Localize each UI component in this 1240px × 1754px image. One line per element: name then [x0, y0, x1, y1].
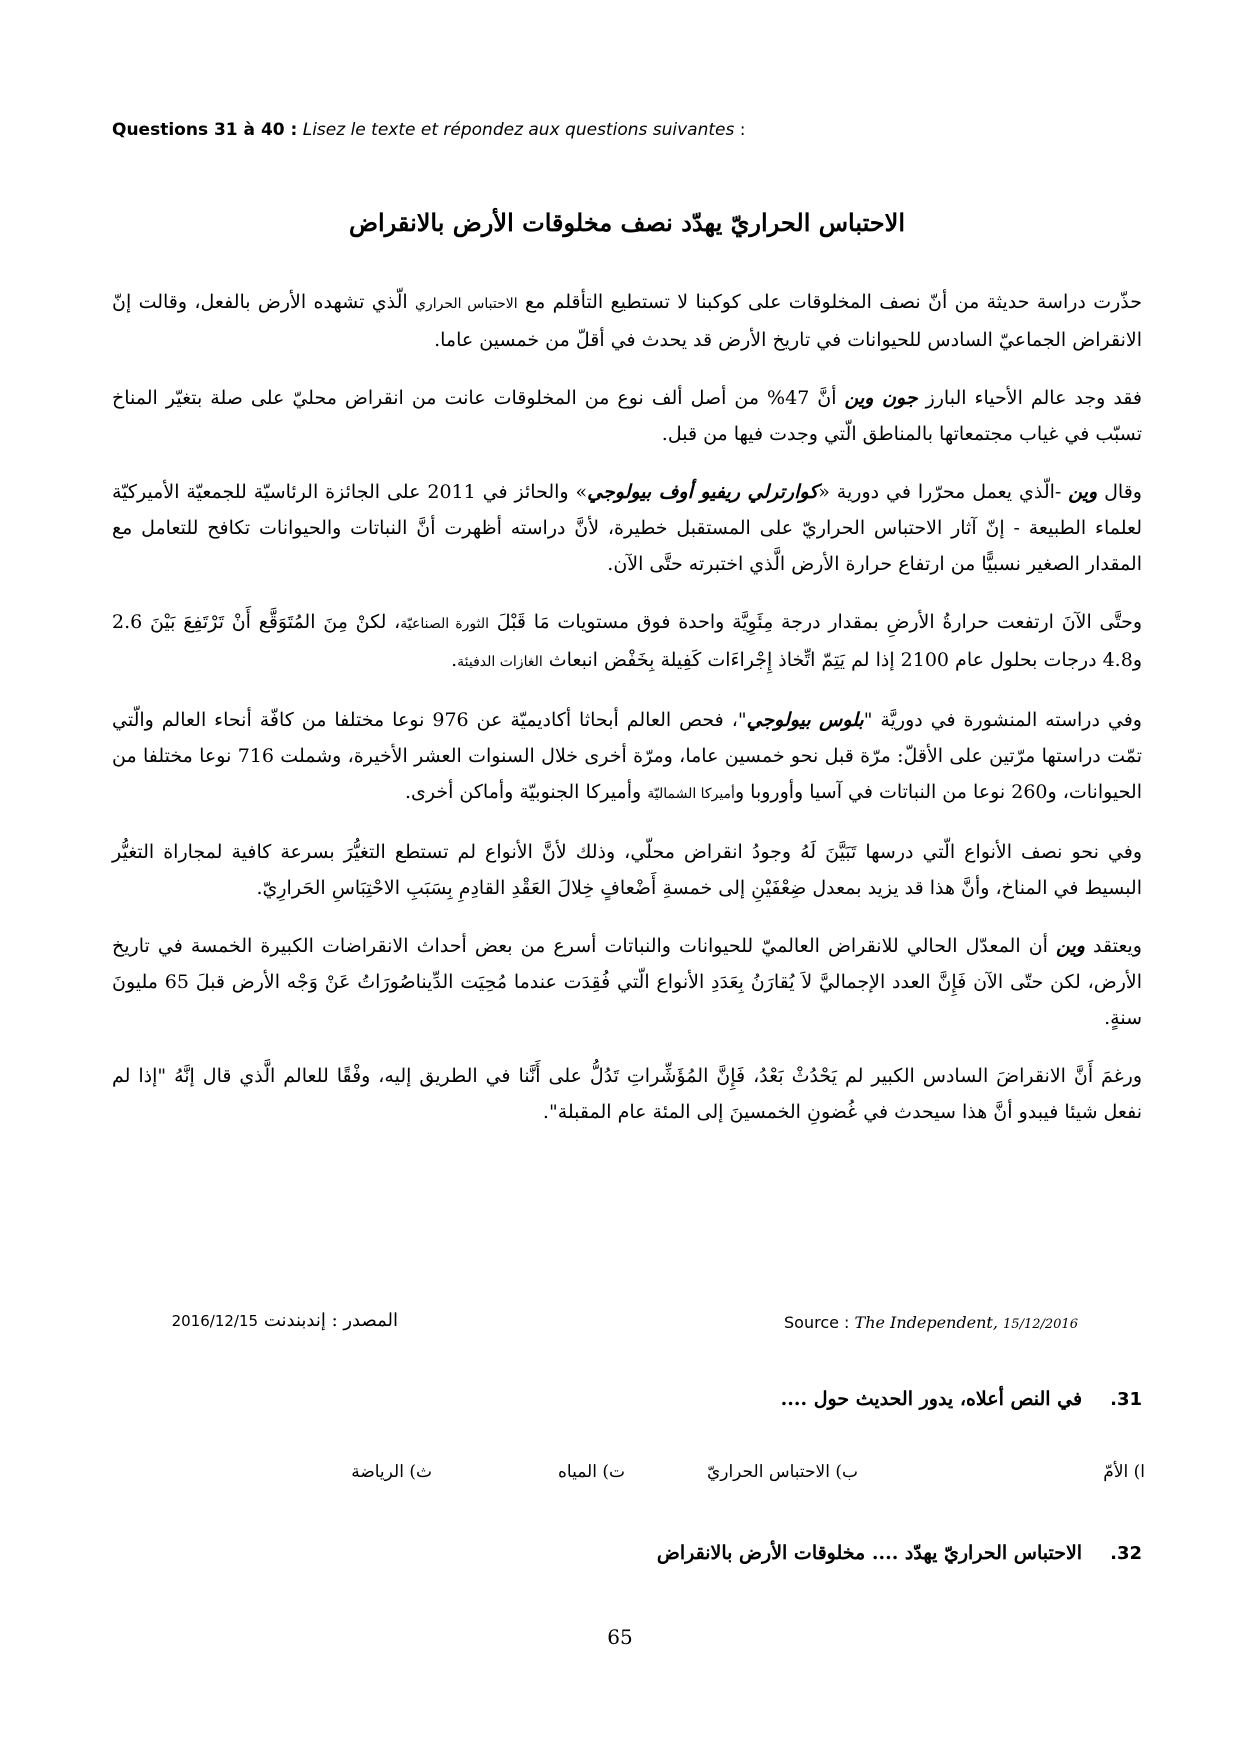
- p3-scientist-name: وين: [1068, 481, 1098, 503]
- questions-instruction: Lisez le texte et répondez aux questions suivantes: [302, 120, 735, 140]
- p4-small-text-2: الغازات الدفيئة: [457, 654, 543, 670]
- p7-text-a: ويعتقد: [1084, 935, 1142, 957]
- paragraph-4: [112, 604, 1142, 680]
- page-number: 65: [607, 1625, 633, 1649]
- source-french-name: The Independent,: [854, 1313, 998, 1332]
- source-french-label: Source :: [784, 1313, 855, 1332]
- p2-scientist-name: جون وين: [844, 387, 918, 409]
- source-arabic-date: 2016/12/15: [171, 1312, 259, 1330]
- p5-text-a: وفي دراسته المنشورة في دوريَّة ": [863, 709, 1142, 731]
- p2-text-a: فقد وجد عالم الأحياء البارز: [917, 387, 1142, 409]
- questions-range-label: Questions 31 à 40 :: [112, 120, 298, 140]
- source-arabic-label: المصدر : إندبندنت: [263, 1310, 398, 1331]
- paragraph-6: وفي نحو نصف الأنواع الّتي درسها تَبَيَّنَ لَهُ وجودُ انقراض محلّي، وذلك لأنَّ الأنواع لم تستطع التغيُّرَ بسرعة كافية لمجاراة التغيُّر البسيط في المناخ، وأنَّ هذا قد يزيد بمعدل ضِعْفَيْنِ إلى خمسةِ أَضْعافٍ خِلالَ العَقْدِ القادِمِ بِسَبَبِ الاحْتِبَاسِ الحَرارِيّ.: [112, 841, 1142, 899]
- p3-text-a: وقال: [1097, 481, 1142, 503]
- questions-header: [112, 120, 745, 140]
- q31-option-th[interactable]: ث) الرياضة: [351, 1462, 432, 1482]
- question-31: [781, 1388, 1142, 1410]
- p3-text-b: -الّذي يعمل محرّرا في دورية «: [818, 481, 1069, 503]
- article-body: [112, 284, 1142, 1152]
- question-31-number: 31.: [1110, 1389, 1142, 1410]
- source-french: [784, 1313, 1078, 1332]
- paragraph-5: [112, 702, 1142, 812]
- source-french-date: 15/12/2016: [1003, 1317, 1078, 1332]
- question-31-text: في النص أعلاه، يدور الحديث حول ....: [780, 1388, 1083, 1410]
- paragraph-8: ورغمَ أَنَّ الانقراضَ السادس الكبير لم يَحْدُثْ بَعْدُ، فَإِنَّ المُؤَشِّراتِ تَدُلُّ على أَنَّنا في الطريق إليه، وفْقًا للعالم الَّذي قال إنَّهُ "إذا لم نفعل شيئا فيبدو أنَّ هذا سيحدث في غُضونِ الخمسينَ إلى المئة عام المقبلة".: [112, 1065, 1142, 1123]
- q31-option-t[interactable]: ت) المياه: [558, 1462, 625, 1482]
- p4-small-text-1: الثورة الصناعيّة: [400, 616, 490, 632]
- q31-option-a[interactable]: ا) الأمّ: [1103, 1462, 1145, 1482]
- paragraph-2: [112, 380, 1142, 452]
- paragraph-3: [112, 474, 1142, 582]
- p5-journal-name: بلوس بيولوجي: [746, 709, 864, 731]
- p4-text-b: ، لكنْ مِنَ المُتَوَقَّع أَنْ تَرْتَفِعَ بَيْنَ 2.6 و4.8 درجات بحلول عام 2100 إذا لم يَتِمّ اتِّخاذ إِجْراءَات كَفِيلة بِخَفْض انبعاث: [112, 611, 1142, 671]
- source-arabic: [172, 1310, 398, 1331]
- p5-text-c: وأميركا الجنوبيّة وأماكن أخرى.: [404, 781, 648, 803]
- p2-text-b: أنَّ 47% من أصل ألف نوع من المخلوقات عانت من انقراض محليّ على صلة بتغيّر المناخ تسبّب في غياب مجتمعاتها بالمناطق الّتي وجدت فيها من قبل.: [112, 387, 1142, 445]
- p3-journal-name: كوارترلي ريفيو أوف بيولوجي: [587, 481, 819, 503]
- p7-scientist-name: وين: [1056, 935, 1085, 957]
- p3-text-c: » والحائز في 2011 على الجائزة الرئاسيّة للجمعيّة الأميركيّة لعلماء الطبيعة - إنّ آثار الاحتباس الحراريّ على المستقبل خطيرة، لأنَّ دراسته أظهرت أنَّ النباتات والحيوانات تكافح للتعامل مع المقدار الصغير نسبيًّا من ارتفاع حرارة الأرض الَّذي اختبرته حتَّى الآن.: [112, 481, 1142, 575]
- p4-text-c: .: [451, 649, 458, 671]
- question-32-text: الاحتباس الحراريّ يهدّد .... مخلوقات الأرض بالانقراض: [656, 1542, 1083, 1564]
- q31-option-b[interactable]: ب) الاحتباس الحراريّ: [706, 1462, 858, 1482]
- paragraph-7: [112, 928, 1142, 1036]
- p5-small-text: أميركا الشماليّة: [647, 786, 735, 802]
- article-title: الاحتباس الحراريّ يهدّد نصف مخلوقات الأرض بالانقراض: [349, 208, 905, 237]
- p7-text-b: أن المعدّل الحالي للانقراض العالميّ للحيوانات والنباتات أسرع من بعض أحداث الانقراضات الكبيرة الخمسة في تاريخ الأرض، لكن حتّى الآن فَإِنَّ العدد الإجماليَّ لاَ يُقارَنُ بِعَدَدِ الأنواع الّتي فُقِدَت عندما مُحِيَت الدِّيناصُورَاتُ عَنْ وَجْه الأرض قبلَ 65 مليونَ سنةٍ.: [112, 935, 1142, 1029]
- question-32: [657, 1542, 1142, 1564]
- p1-text-a: حذّرت دراسة حديثة من أنّ نصف المخلوقات على كوكبنا لا تستطيع التأقلم مع: [517, 291, 1142, 313]
- question-32-number: 32.: [1110, 1543, 1142, 1564]
- paragraph-1: [112, 284, 1142, 358]
- p5-text-b: "، فحص العالم أبحاثا أكاديميّة عن 976 نوعا مختلفا من كافّة أنحاء العالم والّتي تمّت دراستها مرّتين على الأقلّ: مرّة قبل نحو خمسين عاما، ومرّة أخرى خلال السنوات العشر الأخيرة، وشملت 716 نوعا مختلفا من الحيوانات، و260 نوعا من النباتات في آسيا وأوروبا و: [112, 709, 1142, 803]
- p1-text-b: الّذي تشهده الأرض بالفعل، وقالت إنّ الانقراض الجماعيّ السادس للحيوانات في تاريخ الأرض قد يحدث في أقلّ من خمسين عاما.: [112, 291, 1142, 351]
- p1-small-text: الاحتباس الحراري: [415, 296, 518, 312]
- p4-text-a: وحتَّى الآنَ ارتفعت حرارةُ الأرضِ بمقدار درجة مِئَوِيَّة واحدة فوق مستويات مَا قَبْلَ: [489, 611, 1143, 633]
- header-colon: :: [734, 120, 746, 140]
